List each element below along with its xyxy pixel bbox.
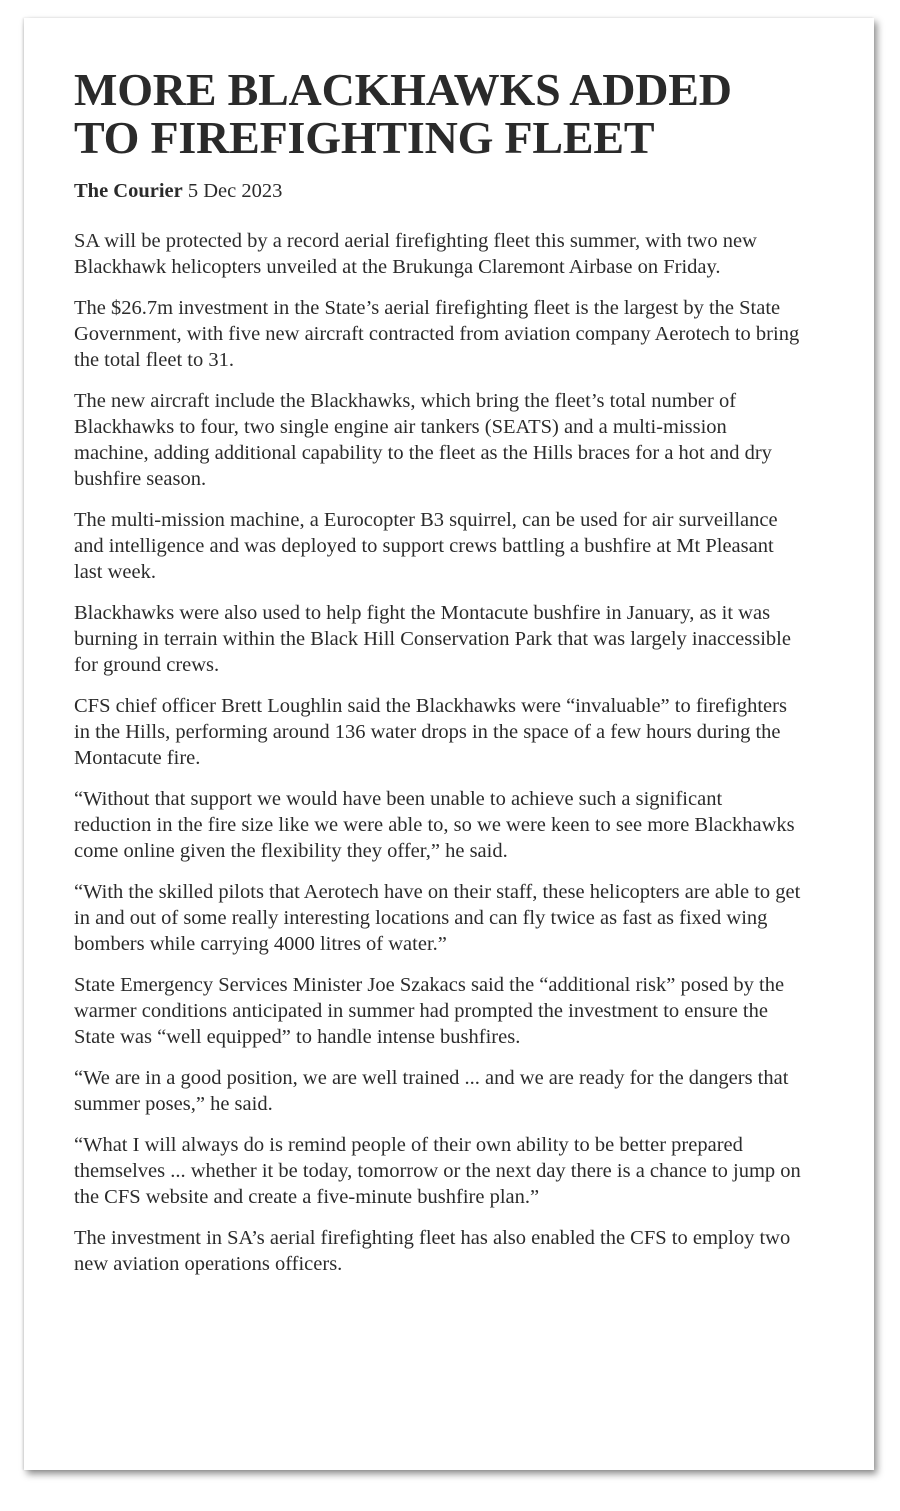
article-paragraph: “What I will always do is remind people of their own ability to be better prepared themselves ... whether it be today, tomorrow or the next day there is a chance to jump on the CFS website and create a five-minute bushfire plan.”	[74, 1134, 801, 1208]
article-paragraph: The investment in SA’s aerial firefighting fleet has also enabled the CFS to employ two new aviation operations officers.	[74, 1227, 791, 1275]
article-paragraph: The new aircraft include the Blackhawks, which bring the fleet’s total number of Blackhawks to four, two single engine air tankers (SEATS) and a multi-mission machine, adding additional capability to the fleet as the Hills braces for a hot and dry bushfire season.	[74, 390, 772, 490]
article-body	[74, 228, 804, 1277]
article-paragraph: The $26.7m investment in the State’s aerial firefighting fleet is the largest by the State Government, with five new aircraft contracted from aviation company Aerotech to bring the total fleet to 31.	[74, 297, 800, 371]
article-paragraph: CFS chief officer Brett Loughlin said the Blackhawks were “invaluable” to firefighters in the Hills, performing around 136 water drops in the space of a few hours during the Montacute fire.	[74, 695, 787, 769]
article-paragraph: State Emergency Services Minister Joe Szakacs said the “additional risk” posed by the warmer conditions anticipated in summer had prompted the investment to ensure the State was “well equipped” to handle intense bushfires.	[74, 974, 785, 1048]
article-paragraph: The multi-mission machine, a Eurocopter B3 squirrel, can be used for air surveillance and intelligence and was deployed to support crews battling a bushfire at Mt Pleasant last week.	[74, 509, 778, 583]
article-headline: MORE BLACKHAWKS ADDED TO FIREFIGHTING FLEET	[74, 64, 732, 163]
article-paragraph: Blackhawks were also used to help fight the Montacute bushfire in January, as it was burning in terrain within the Black Hill Conservation Park that was largely inaccessible for ground crews.	[74, 602, 791, 676]
article-paragraph: “Without that support we would have been unable to achieve such a significant reduction in the fire size like we were able to, so we were keen to see more Blackhawks come online given the flexibility they offer,” he said.	[74, 788, 795, 862]
article-paragraph: “With the skilled pilots that Aerotech have on their staff, these helicopters are able to get in and out of some really interesting locations and can fly twice as fast as fixed wing bombers while carrying 4000 litres of water.”	[74, 881, 801, 955]
article-paragraph: SA will be protected by a record aerial firefighting fleet this summer, with two new Blackhawk helicopters unveiled at the Brukunga Claremont Airbase on Friday.	[74, 230, 757, 278]
article-page	[24, 18, 874, 1470]
byline-date: 5 Dec 2023	[187, 180, 283, 202]
byline	[74, 178, 804, 204]
article-paragraph: “We are in a good position, we are well trained ... and we are ready for the dangers that summer poses,” he said.	[74, 1067, 789, 1115]
byline-source: The Courier	[74, 180, 183, 202]
